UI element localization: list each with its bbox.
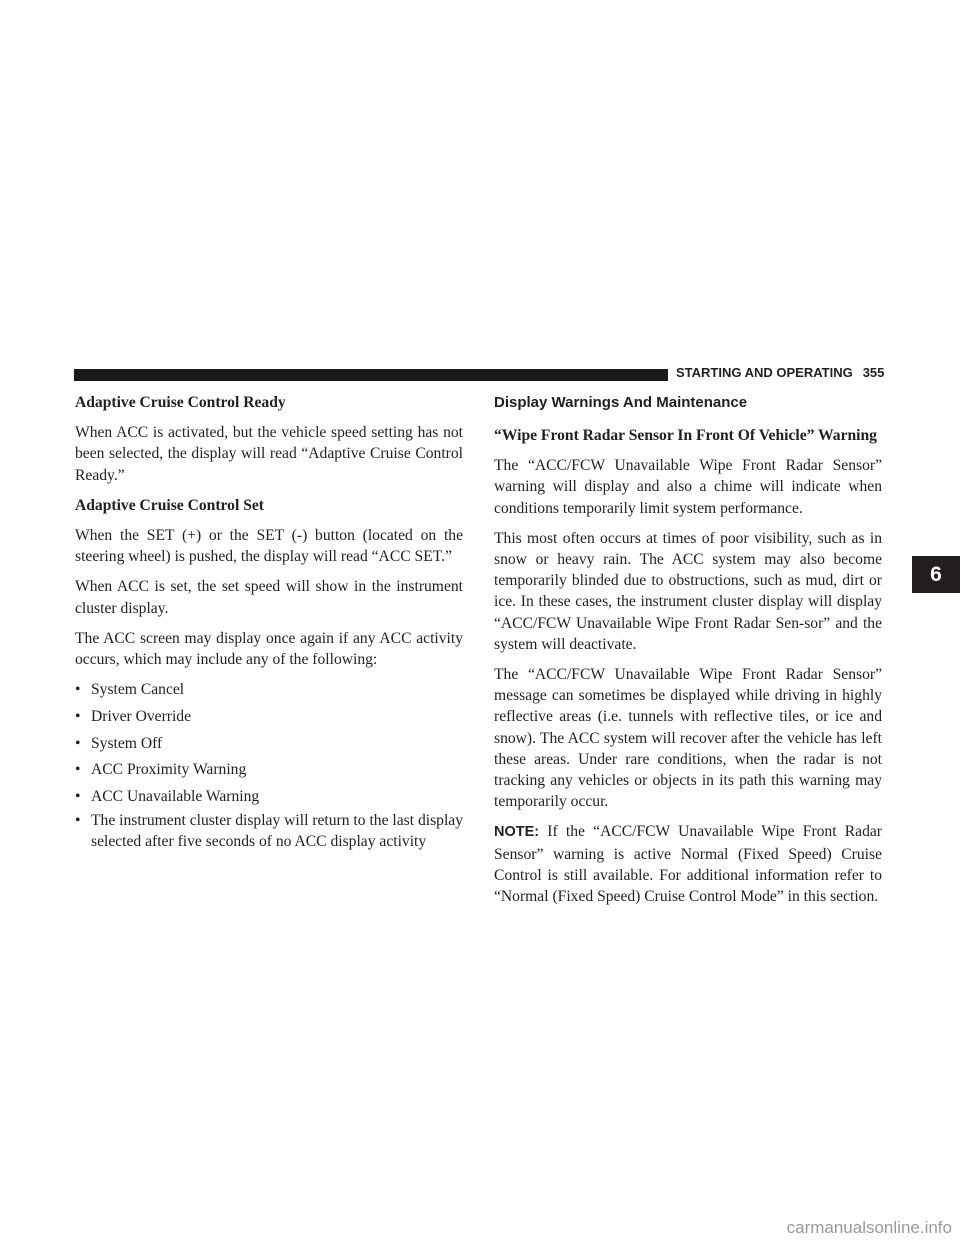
heading-acc-ready: Adaptive Cruise Control Ready <box>75 394 286 411</box>
chapter-tab: 6 <box>912 556 960 593</box>
section-heading: Display Warnings And Maintenance <box>494 394 748 411</box>
list-item: • Driver Override <box>75 706 463 727</box>
list-item: • ACC Unavailable Warning <box>75 786 463 807</box>
list-item: • ACC Proximity Warning <box>75 759 463 780</box>
paragraph-acc-set-1: When the SET (+) or the SET (-) button (located on the steering wheel) is pushed, the display will read “ACC SET.” <box>75 527 463 566</box>
paragraph-acc-set-2: When ACC is set, the set speed will show in the instrument cluster display. <box>75 578 463 617</box>
note-label: NOTE: <box>494 824 540 841</box>
list-item: • System Cancel <box>75 679 463 700</box>
paragraph-warning-2: This most often occurs at times of poor visibility, such as in snow or heavy rain. The ACC system may also become temporarily blinded due to obstructions, such as mud, dirt or ice. In these cases, the instrument cluster display will display “ACC/FCW Unavailable Wipe Front Radar Sen-sor” and the system will deactivate. <box>494 529 882 653</box>
note-text: If the “ACC/FCW Unavailable Wipe Front Radar Sensor” warning is active Normal (Fixed Speed) Cruise Control is still available. For additional information refer to “Normal (Fixed Speed) Cruise Control Mode” in this section. <box>494 823 882 906</box>
activity-list <box>75 679 463 852</box>
page-number: 355 <box>862 365 885 380</box>
sub-heading-wipe-radar: “Wipe Front Radar Sensor In Front Of Vehicle” Warning <box>494 427 877 444</box>
paragraph-warning-1: The “ACC/FCW Unavailable Wipe Front Radar Sensor” warning will display and also a chime will indicate when conditions temporarily limit system performance. <box>494 457 882 517</box>
heading-acc-set: Adaptive Cruise Control Set <box>75 496 264 514</box>
paragraph-warning-3: The “ACC/FCW Unavailable Wipe Front Radar Sensor” message can sometimes be displayed while driving in highly reflective areas (i.e. tunnels with reflective tiles, or ice and snow). The ACC system will recover after the vehicle has left these areas. Under rare conditions, when the radar is not tracking any vehicles or objects in its path this warning may temporarily occur. <box>494 666 882 811</box>
right-column <box>494 392 882 916</box>
note-paragraph <box>494 821 882 907</box>
list-item: • The instrument cluster display will return to the last display selected after five seconds of no ACC display activity <box>75 810 463 852</box>
paragraph-acc-ready: When ACC is activated, but the vehicle speed setting has not been selected, the display will read “Adaptive Cruise Control Ready.” <box>75 424 463 484</box>
section-title: STARTING AND OPERATING <box>676 365 853 380</box>
running-header <box>676 365 884 380</box>
header-rule <box>74 369 668 381</box>
left-column <box>75 392 463 858</box>
watermark-link[interactable]: carmanualsonline.info <box>786 1218 952 1237</box>
list-item: • System Off <box>75 733 463 754</box>
paragraph-acc-screen: The ACC screen may display once again if any ACC activity occurs, which may include any of the following: <box>75 629 463 669</box>
